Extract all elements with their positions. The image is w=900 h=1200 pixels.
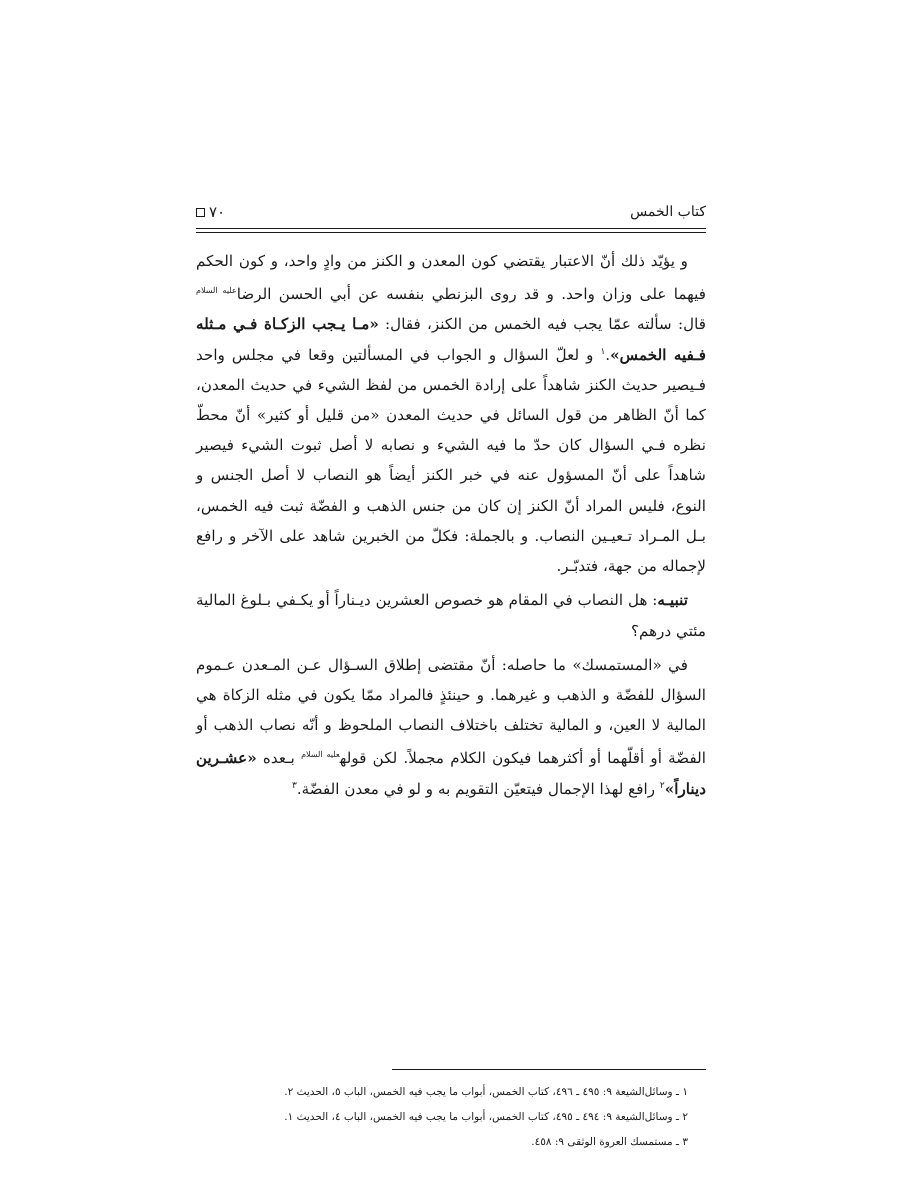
honorific-ligature-2: عليه السلام bbox=[301, 750, 340, 760]
footnote-ref-1: ١ bbox=[600, 346, 606, 357]
page-number-value: ٧٠ bbox=[209, 203, 226, 221]
hadith-quote-1: «مـا يـجب الزكـاة فـي مـثله فـفيه الخمس» bbox=[196, 315, 706, 364]
page-header bbox=[196, 200, 706, 230]
footnotes bbox=[196, 1080, 706, 1155]
footnote-separator bbox=[392, 1069, 706, 1070]
paragraph-1-text-b: قال: سألته عمّا يجب فيه الخمس من الكنز، فقال: bbox=[378, 315, 706, 334]
footnote-2: ٢ ـ وسائل‌الشيعة ٩: ٤٩٤ ـ ٤٩٥، كتاب الخمس، أبواب ما يجب فيه الخمس، الباب ٤، الحديث ١. bbox=[284, 1111, 688, 1123]
footnote-1: ١ ـ وسائل‌الشيعة ٩: ٤٩٥ ـ ٤٩٦، كتاب الخمس، أبواب ما يجب فيه الخمس، الباب ٥، الحديث ٢. bbox=[284, 1086, 688, 1098]
tanbih-text: : هل النصاب في المقام هو خصوص العشرين ديـناراً أو يكـفي بـلوغ المالية مئتي درهم؟ bbox=[196, 591, 706, 640]
main-text bbox=[196, 246, 706, 804]
paragraph-1-text-c: و لعلّ السؤال و الجواب في المسألتين وقعا في مجلس واحد فـيصير حديث الكنز شاهداً على إرادة الخمس من لفظ الشيء في حديث المعدن، كما أنّ الظاهر من قول السائل في حديث المعدن «من قليل أو كثير» أنّ محطّ نظره فـي السؤال كان حدّ ما فيه الشيء و نصابه لا أصل ثبوت الشيء فيصير شاهداً على أنّ المسؤول عنه في خبر الكنز أيضاً هو النصاب لا أصل الجنس و النوع، فليس المراد أنّ الكنز إن كان من جنس الذهب و الفضّة ثبت فيه الخمس، بـل المـراد تـعيـين النصاب. و بالجملة: فكلّ من الخبرين شاهد على الآخر و رافع لإجماله من جهة، فتدبّـر. bbox=[196, 345, 706, 576]
paragraph-3-text-c: رافع لهذا الإجمال فيتعيّن التقويم به و لو في معدن الفضّة. bbox=[296, 779, 660, 798]
footnote-3: ٣ ـ مستمسك العروة الوثقى ٩: ٤٥٨. bbox=[531, 1136, 688, 1148]
paragraph-1 bbox=[196, 246, 706, 581]
paragraph-3-text-a: في «المستمسك» ما حاصله: أنّ مقتضى إطلاق السـؤال عـن المـعدن عـموم السؤال للفضّة و الذهب و غيرهما. و حينئذٍ فالمراد ممّا يكون في مثله الزكاة هي المالية لا العين، و المالية تختلف باختلاف النصاب الملحوظ و أنّه نصاب الذهب أو الفضّة أو أقلّهما أو أكثرهما فيكون الكلام مجملاً. لكن قوله bbox=[196, 655, 707, 768]
tanbih-label: تنبيـه bbox=[657, 591, 688, 610]
footnote-ref-3: ٣ bbox=[291, 780, 297, 791]
paragraph-1-text-a: و يؤيّد ذلك أنّ الاعتبار يقتضي كون المعدن و الكنز من وادٍ واحد، و كون الحكم فيهما على وزان واحد. و قد روى البزنطي بنفسه عن أبي الحسن الرضا bbox=[196, 252, 706, 304]
running-title: كتاب الخمس bbox=[630, 204, 706, 220]
paragraph-3-text-b: بـعده bbox=[256, 749, 302, 768]
paragraph-1-period: . bbox=[605, 345, 611, 364]
paragraph-tanbih bbox=[196, 585, 706, 645]
honorific-ligature: عليه السلام bbox=[196, 286, 237, 296]
page-number bbox=[196, 203, 225, 221]
square-icon bbox=[196, 208, 205, 217]
paragraph-3 bbox=[196, 650, 706, 804]
header-rule-thick bbox=[196, 228, 706, 229]
header-rule-thin bbox=[196, 232, 706, 233]
footnote-ref-2: ٢ bbox=[659, 780, 665, 791]
hadith-quote-2: «عشـرين ديناراً» bbox=[196, 749, 706, 798]
